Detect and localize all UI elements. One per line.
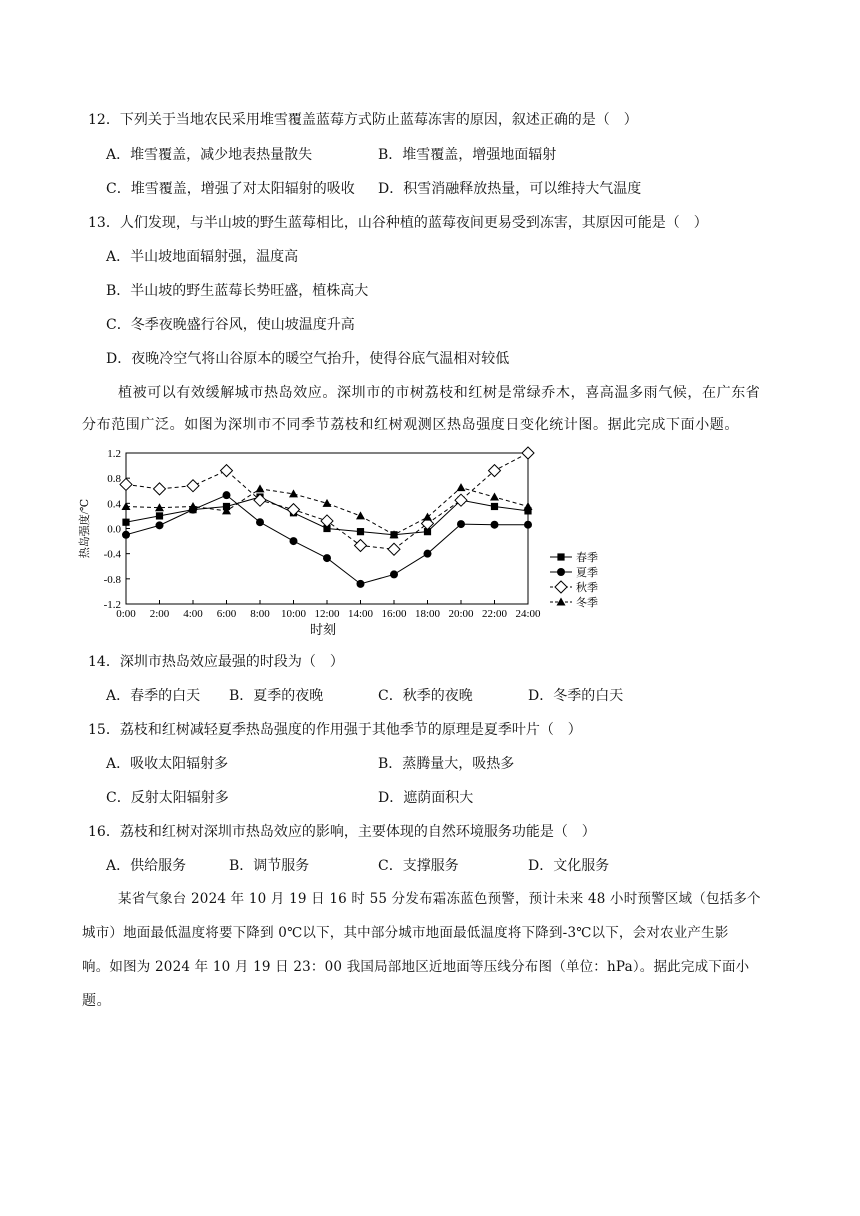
x-tick-label: 14:00 — [347, 608, 374, 620]
data-point — [321, 515, 333, 527]
data-point — [221, 465, 233, 477]
q13-option-d: D．夜晚冷空气将山谷原本的暖空气抬升，使得谷底气温相对较低 — [106, 351, 510, 367]
x-tick-label: 8:00 — [250, 608, 270, 620]
data-point — [290, 537, 298, 545]
data-point — [256, 518, 264, 526]
data-point — [356, 511, 365, 519]
q15-option-a: A．吸收太阳辐射多 — [106, 756, 229, 772]
x-tick-label: 2:00 — [149, 608, 170, 620]
data-point — [357, 580, 365, 588]
q14-option-a: A．春季的白天 — [106, 688, 201, 704]
q12-option-b: B．堆雪覆盖，增强地面辐射 — [378, 147, 557, 163]
legend-marker — [557, 568, 565, 576]
data-point — [122, 531, 130, 539]
q15-stem: 15．荔枝和红树减轻夏季热岛强度的作用强于其他季节的原理是夏季叶片（ ） — [88, 722, 582, 738]
q15-option-b: B．蒸腾量大，吸热多 — [378, 756, 515, 772]
q14-option-c: C．秋季的夜晚 — [378, 688, 473, 704]
legend-marker — [557, 553, 564, 560]
data-point — [491, 503, 498, 510]
x-tick-label: 0:00 — [116, 608, 136, 620]
x-tick-label: 22:00 — [481, 608, 508, 620]
legend-label: 夏季 — [576, 567, 598, 579]
intro-paragraph-2-line-2: 城市）地面最低温度将要下降到 0℃以下，其中部分城市地面最低温度将下降到-3℃以下，会对农业产生影 — [82, 925, 729, 941]
x-tick-label: 10:00 — [280, 608, 307, 620]
q16-option-a: A．供给服务 — [106, 858, 187, 874]
data-point — [424, 550, 432, 558]
data-point — [120, 478, 132, 490]
q14-stem: 14．深圳市热岛效应最强的时段为（ ） — [88, 654, 344, 670]
x-tick-label: 6:00 — [216, 608, 237, 620]
q15-option-d: D．遮荫面积大 — [378, 790, 474, 806]
y-tick-label: -0.8 — [103, 573, 121, 586]
y-axis-label: 热岛强度/℃ — [79, 498, 91, 559]
y-tick-label: -1.2 — [103, 599, 121, 611]
x-tick-label: 12:00 — [314, 608, 340, 620]
data-point — [187, 480, 199, 492]
series-line — [126, 495, 528, 584]
data-point — [154, 483, 166, 495]
data-point — [223, 491, 231, 499]
q12-stem: 12．下列关于当地农民采用堆雪覆盖蓝莓方式防止蓝莓冻害的原因，叙述正确的是（ ） — [88, 112, 638, 128]
data-point — [524, 502, 533, 510]
q16-option-d: D．文化服务 — [528, 858, 610, 874]
data-point — [156, 521, 164, 529]
data-point — [390, 570, 398, 578]
data-point — [490, 493, 499, 501]
q16-stem: 16．荔枝和红树对深圳市热岛效应的影响，主要体现的自然环境服务功能是（ ） — [88, 824, 596, 840]
x-tick-label: 16:00 — [381, 608, 407, 620]
data-point — [388, 543, 400, 555]
intro-paragraph-1-line-2: 分布范围广泛。如图为深圳市不同季节荔枝和红树观测区热岛强度日变化统计图。据此完成下面小题。 — [82, 417, 739, 433]
legend-label: 春季 — [576, 552, 598, 564]
x-tick-label: 4:00 — [183, 608, 203, 620]
y-tick-label: 1.2 — [107, 448, 121, 460]
q14-option-b: B．夏季的夜晚 — [229, 688, 324, 704]
q12-option-a: A．堆雪覆盖，减少地表热量散失 — [106, 147, 313, 163]
intro-paragraph-2-line-4: 题。 — [82, 993, 112, 1009]
x-tick-label: 18:00 — [414, 608, 441, 620]
x-axis-label: 时刻 — [309, 622, 337, 637]
data-point — [256, 484, 265, 492]
data-point — [491, 521, 499, 529]
heat-island-intensity-chart — [72, 446, 598, 646]
legend-label: 冬季 — [576, 597, 598, 609]
x-tick-label: 24:00 — [515, 608, 541, 620]
data-point — [457, 483, 466, 491]
q12-option-c: C．堆雪覆盖，增强了对太阳辐射的吸收 — [106, 181, 355, 197]
y-tick-label: 0.4 — [107, 498, 121, 511]
data-point — [457, 520, 465, 528]
legend-marker — [555, 581, 567, 593]
data-point — [122, 519, 129, 526]
q13-option-c: C．冬季夜晚盛行谷风，使山坡温度升高 — [106, 317, 355, 333]
q13-stem: 13．人们发现，与半山坡的野生蓝莓相比，山谷种植的蓝莓夜间更易受到冻害，其原因可能是（ ） — [88, 215, 708, 231]
q12-option-d: D．积雪消融释放热量，可以维持大气温度 — [378, 181, 642, 197]
q15-option-c: C．反射太阳辐射多 — [106, 790, 229, 806]
y-tick-label: 0.0 — [107, 523, 121, 536]
q14-option-d: D．冬季的白天 — [528, 688, 624, 704]
data-point — [156, 512, 163, 519]
data-point — [323, 554, 331, 562]
data-point — [524, 521, 532, 529]
y-tick-label: -0.4 — [103, 548, 121, 561]
q16-option-c: C．支撑服务 — [378, 858, 459, 874]
intro-paragraph-2-line-1: 某省气象台 2024 年 10 月 19 日 16 时 55 分发布霜冻蓝色预警，预计未来 48 小时预警区域（包括多个 — [118, 891, 761, 907]
intro-paragraph-2-line-3: 响。如图为 2024 年 10 月 19 日 23：00 我国局部地区近地面等压线分布图（单位：hPa）。据此完成下面小 — [82, 959, 750, 975]
data-point — [288, 504, 300, 516]
data-point — [189, 502, 198, 510]
legend-label: 秋季 — [576, 582, 598, 594]
q13-option-b: B．半山坡的野生蓝莓长势旺盛，植株高大 — [106, 283, 369, 299]
q16-option-b: B．调节服务 — [229, 858, 310, 874]
y-tick-label: 0.8 — [107, 473, 121, 486]
q13-option-a: A．半山坡地面辐射强，温度高 — [106, 249, 299, 265]
data-point — [357, 528, 364, 535]
data-point — [423, 513, 432, 521]
intro-paragraph-1-line-1: 植被可以有效缓解城市热岛效应。深圳市的市树荔枝和红树是常绿乔木，喜高温多雨气候，在广东省 — [118, 385, 761, 401]
data-point — [355, 539, 367, 551]
x-tick-label: 20:00 — [448, 608, 474, 620]
data-point — [522, 447, 534, 459]
